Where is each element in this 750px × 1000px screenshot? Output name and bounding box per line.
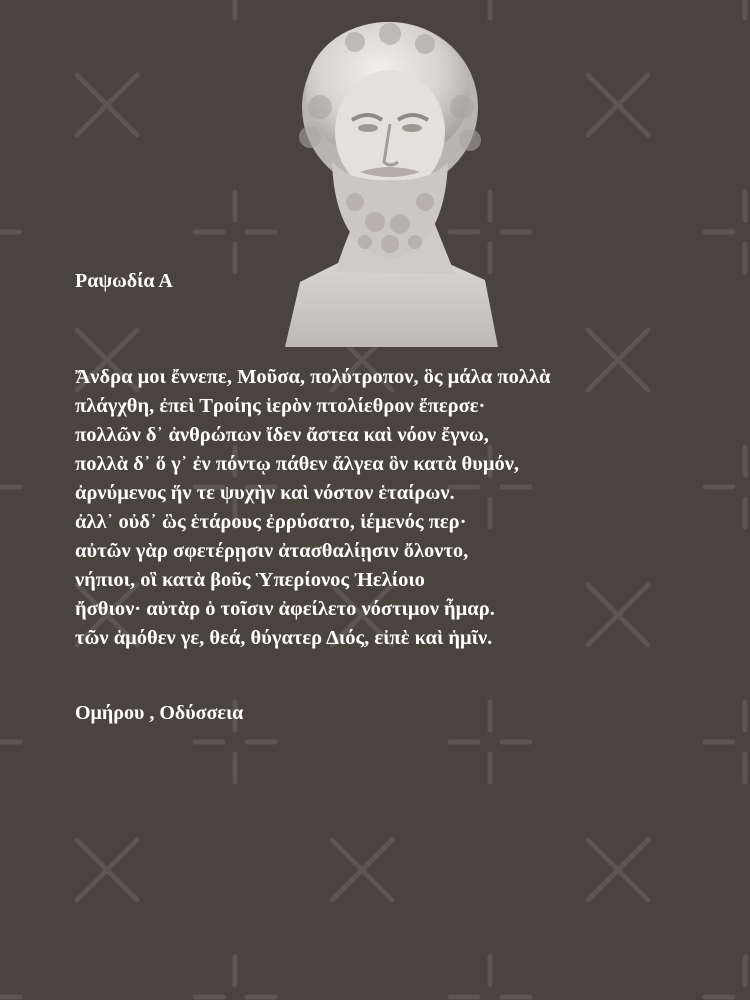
poem-line: πολλῶν δ᾽ ἀνθρώπων ἴδεν ἄστεα καὶ νόον ἔγνω, <box>75 424 489 446</box>
poem-text <box>75 363 745 653</box>
poem-line: νήπιοι, οἳ κατὰ βοῦς Ὑπερίονος Ἠελίοιο <box>75 569 425 591</box>
poem-line: πλάγχθη, ἐπεὶ Τροίης ἱερὸν πτολίεθρον ἔπερσε· <box>75 395 486 417</box>
poem-line: ἀλλ᾽ οὐδ᾽ ὣς ἑτάρους ἐρρύσατο, ἱέμενός περ· <box>75 511 467 533</box>
author-credit: Ομήρου , Οδύσσεια <box>75 702 244 724</box>
poem-line: ἀρνύμενος ἥν τε ψυχὴν καὶ νόστον ἑταίρων. <box>75 482 455 504</box>
poem-line: ἤσθιον· αὐτὰρ ὁ τοῖσιν ἀφείλετο νόστιμον ἦμαρ. <box>75 598 495 620</box>
rhapsody-heading: Ραψωδία Α <box>75 270 173 292</box>
poem-line: αὐτῶν γὰρ σφετέρῃσιν ἀτασθαλίῃσιν ὄλοντο, <box>75 540 469 562</box>
poem-line: τῶν ἁμόθεν γε, θεά, θύγατερ Διός, εἰπὲ καὶ ἡμῖν. <box>75 627 493 649</box>
poem-line: πολλὰ δ᾽ ὅ γ᾽ ἐν πόντῳ πάθεν ἄλγεα ὃν κατὰ θυμόν, <box>75 453 520 475</box>
homer-bust-image <box>280 12 505 352</box>
poem-line: Ἄνδρα μοι ἔννεπε, Μοῦσα, πολύτροπον, ὃς μάλα πολλὰ <box>75 366 551 388</box>
